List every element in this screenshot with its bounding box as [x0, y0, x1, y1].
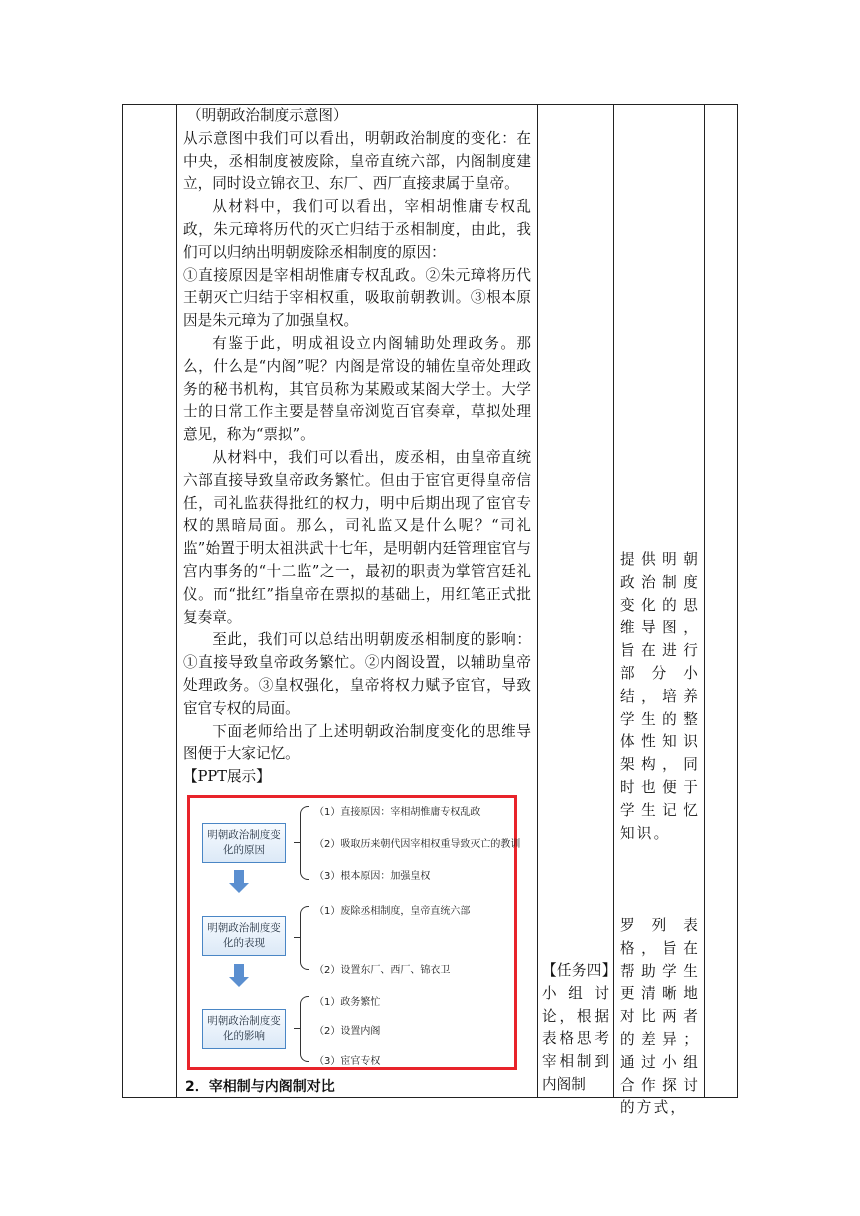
mindmap-item: （2）吸取历来朝代因宰相权重导致灭亡的教训	[314, 838, 521, 850]
mindmap-item: （2）设置内阁	[314, 1025, 381, 1037]
paragraph: 从示意图中我们可以看出，明朝政治制度的变化：在中央，丞相制度被废除，皇帝直统六部，内阁制度建立，同时设立锦衣卫、东厂、西厂直接隶属于皇帝。	[183, 129, 531, 193]
brace-connector	[300, 806, 309, 880]
paragraph: ①直接原因是宰相胡惟庸专权乱政。②朱元璋将历代王朝灭亡归结于宰相权重，吸取前朝教训。③根本原因是朱元璋为了加强皇权。	[183, 266, 531, 330]
brace-tip	[294, 842, 300, 843]
brace-connector	[300, 996, 309, 1062]
ppt-mindmap-slide	[187, 795, 521, 1070]
lesson-plan-table	[122, 104, 738, 1117]
paragraph: 从材料中，我们可以看出，宰相胡惟庸专权乱政，朱元璋将历代的灭亡归结于丞相制度，由此，我们可以归纳出明朝废除丞相制度的原因：	[183, 198, 531, 261]
mindmap-item: （2）设置东厂、西厂、锦衣卫	[314, 964, 451, 976]
intent-text-table: 罗列表格，旨在帮助学生更清晰地对比两者的差异；通过小组合作探讨的方式，	[620, 917, 700, 1117]
mindmap-item: （1）政务繁忙	[314, 996, 381, 1008]
task-four-text: 【任务四】小组讨论，根据表格思考宰相制到内阁制	[542, 962, 609, 1093]
paragraph: 至此，我们可以总结出明朝废丞相制度的影响：①直接导致皇帝政务繁忙。②内阁设置，以辅助皇帝处理政务。③皇权强化，皇帝将权力赋予宦官，导致宦官专权的局面。	[183, 631, 531, 717]
section-heading: 2．宰相制与内阁制对比	[185, 1079, 335, 1095]
paragraph: 有鉴于此，明成祖设立内阁辅助处理政务。那么，什么是“内阁”呢？内阁是常设的辅佐皇帝处理政务的秘书机构，其官员称为某殿或某阁大学士。大学士的日常工作主要是替皇帝浏览百官奏章，草拟处理意见，称为“票拟”。	[183, 334, 531, 444]
blank-column-5	[705, 105, 738, 1098]
diagram-caption: （明朝政治制度示意图）	[187, 107, 348, 124]
brace-connector	[300, 906, 309, 970]
mindmap-node-manifestations: 明朝政治制度变化的表现	[202, 916, 286, 956]
brace-tip	[294, 1028, 300, 1029]
student-activity-cell	[538, 105, 614, 1098]
paragraph: 下面老师给出了上述明朝政治制度变化的思维导图便于大家记忆。	[183, 722, 531, 763]
design-intent-cell	[614, 105, 705, 1117]
ppt-label: 【PPT展示】	[183, 768, 271, 786]
paragraph: 从材料中，我们可以看出，废丞相，由皇帝直统六部直接导致皇帝政务繁忙。但由于宦官更得皇帝信任，司礼监获得批红的权力，明中后期出现了宦官专权的黑暗局面。那么，司礼监又是什么呢？“司礼监”始置于明太祖洪武十七年，是明朝内廷管理宦官与宫内事务的“十二监”之一，最初的职责为掌管宫廷礼仪。而“批红”指皇帝在票拟的基础上，用红笔正式批复奏章。	[183, 448, 531, 626]
mindmap-item: （3）宦官专权	[314, 1055, 381, 1067]
mindmap-node-causes: 明朝政治制度变化的原因	[202, 823, 286, 863]
mindmap-item: （1）废除丞相制度，皇帝直统六部	[314, 905, 471, 917]
mindmap-item: （3）根本原因：加强皇权	[314, 870, 431, 882]
mindmap-node-effects: 明朝政治制度变化的影响	[202, 1009, 286, 1049]
mindmap-item: （1）直接原因：宰相胡惟庸专权乱政	[314, 806, 481, 818]
blank-column-1	[123, 105, 177, 1098]
intent-text-mindmap: 提供明朝政治制度变化的思维导图，旨在进行部分小结，培养学生的整体性知识架构，同时也便于学生记忆知识。	[620, 551, 700, 842]
teaching-process-cell	[177, 105, 538, 1098]
brace-tip	[294, 937, 300, 938]
